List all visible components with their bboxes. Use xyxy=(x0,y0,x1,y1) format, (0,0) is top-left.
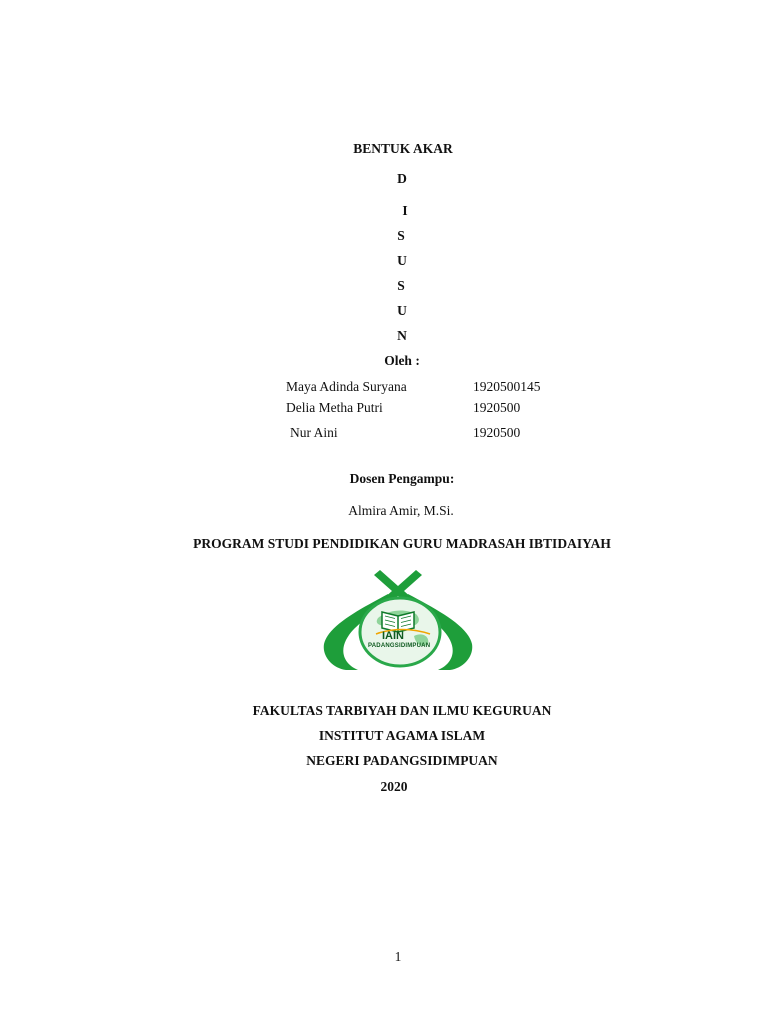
member-id: 1920500 xyxy=(473,425,521,440)
disusun-letter-1: D xyxy=(397,171,407,186)
dosen-label: Dosen Pengampu: xyxy=(349,471,455,486)
page-number: 1 xyxy=(394,949,402,964)
member-name: Nur Aini xyxy=(290,425,338,440)
logo-text-main: IAIN xyxy=(382,630,404,642)
disusun-letter-4: U xyxy=(397,253,407,268)
disusun-letter-2: I xyxy=(402,203,408,218)
faculty-title: FAKULTAS TARBIYAH DAN ILMU KEGURUAN xyxy=(252,703,552,718)
iain-logo xyxy=(318,566,478,674)
member-id: 1920500145 xyxy=(473,379,541,394)
disusun-letter-7: N xyxy=(397,328,407,343)
iain-logo-icon xyxy=(318,566,478,674)
dosen-name: Almira Amir, M.Si. xyxy=(348,503,454,518)
institute-line-2: NEGERI PADANGSIDIMPUAN xyxy=(306,753,498,768)
disusun-letter-6: U xyxy=(397,303,407,318)
member-name: Maya Adinda Suryana xyxy=(286,379,407,394)
document-title: BENTUK AKAR xyxy=(353,141,453,156)
program-title: PROGRAM STUDI PENDIDIKAN GURU MADRASAH IBTIDAIYAH xyxy=(193,536,611,551)
logo-text-sub: PADANGSIDIMPUAN xyxy=(368,643,431,649)
oleh-label: Oleh : xyxy=(384,353,420,368)
disusun-letter-5: S xyxy=(397,278,405,293)
year: 2020 xyxy=(380,779,408,794)
member-id: 1920500 xyxy=(473,400,521,415)
institute-line-1: INSTITUT AGAMA ISLAM xyxy=(318,728,486,743)
disusun-letter-3: S xyxy=(397,228,405,243)
member-name: Delia Metha Putri xyxy=(286,400,383,415)
